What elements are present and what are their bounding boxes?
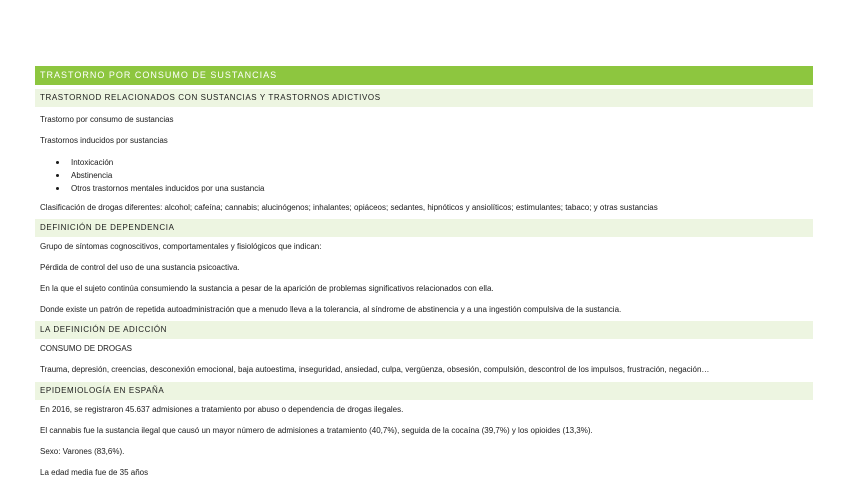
section-line: La edad media fue de 35 años [40,468,149,477]
section-heading-dependencia: DEFINICIÓN DE DEPENDENCIA [35,219,813,237]
section-line: El cannabis fue la sustancia ilegal que causó un mayor número de admisiones a tratamiento (40,7%), seguida de la cocaína (39,7%) y los opioides (13,3%). [40,426,593,435]
section-line: CONSUMO DE DROGAS [40,344,133,353]
section-line: En la que el sujeto continúa consumiendo la sustancia a pesar de la aparición de problemas significativos relacionados con ella. [40,284,494,293]
section-line: Donde existe un patrón de repetida autoadministración que a menudo lleva a la tolerancia, al síndrome de abstinencia y a una ingestión compulsiva de la sustancia. [40,305,622,314]
section-line: Trastornos inducidos por sustancias [40,136,168,145]
section-line: Sexo: Varones (83,6%). [40,447,125,456]
section-line: Trauma, depresión, creencias, desconexión emocional, baja autoestima, inseguridad, ansiedad, culpa, vergüenza, obsesión, compulsión, descontrol de los impulsos, frustración, negación… [40,365,710,374]
section-line: Pérdida de control del uso de una sustancia psicoactiva. [40,263,240,272]
section-heading-adiccion: LA DEFINICIÓN DE ADICCIÓN [35,321,813,339]
list-item: Abstinencia [35,169,813,182]
section-line: En 2016, se registraron 45.637 admisiones a tratamiento por abuso o dependencia de drogas ilegales. [40,405,404,414]
section-line: Clasificación de drogas diferentes: alcohol; cafeína; cannabis; alucinógenos; inhalantes; opiáceos; sedantes, hipnóticos y ansiolíticos; estimulantes; tabaco; y otras sustancias [40,203,658,212]
list-item: Intoxicación [35,156,813,169]
list-item: Otros trastornos mentales inducidos por una sustancia [35,182,813,195]
document-page [35,66,813,478]
section-line: Trastorno por consumo de sustancias [40,115,174,124]
document-title: TRASTORNO POR CONSUMO DE SUSTANCIAS [35,66,813,85]
bullet-list [35,156,813,195]
section-heading-trastornos: TRASTORNOD RELACIONADOS CON SUSTANCIAS Y TRASTORNOS ADICTIVOS [35,89,813,107]
section-line: Grupo de síntomas cognoscitivos, comportamentales y fisiológicos que indican: [40,242,322,251]
section-heading-epidemiologia: EPIDEMIOLOGÍA EN ESPAÑA [35,382,813,400]
